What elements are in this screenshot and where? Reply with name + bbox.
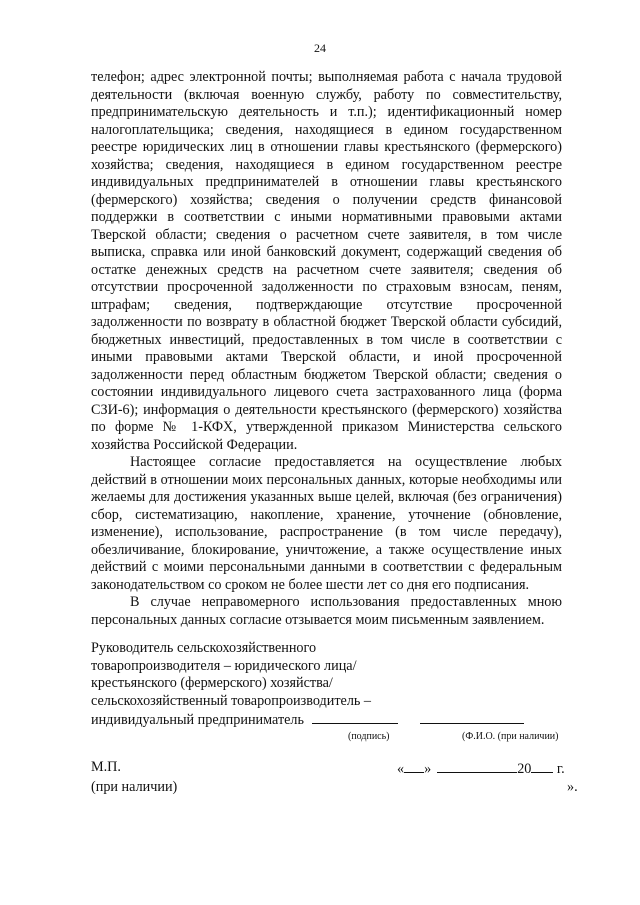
page-number: 24 (314, 41, 326, 55)
seal-label: М.П. (91, 759, 121, 775)
date-day-field[interactable] (404, 760, 424, 773)
seal-note: (при наличии) (91, 779, 178, 795)
date-century: 20 (517, 761, 532, 777)
date-month-field[interactable] (437, 760, 517, 773)
signature-block (91, 640, 571, 730)
date-line (397, 760, 565, 778)
signer-title-line: крестьянского (фермерского) хозяйства/ (91, 675, 333, 691)
paragraph-revocation: В случае неправомерного использования предоставленных мною персональных данных согласие отзывается моим письменным заявлением. (91, 594, 562, 628)
paragraph-consent-scope: Настоящее согласие предоставляется на осуществление любых действий в отношении моих персональных данных, которые необходимы или желаемы для достижения указанных выше целей, включая (без ограничения) сбор, систематизацию, накопление, хранение, уточнение (обновление, изменение), использование, распространение (в том числе передачу), обезличивание, блокирование, уничтожение, а также осуществление иных действий с моими персональными данными в соответствии с федеральным законодательством со сроком не более шести лет со дня его подписания. (91, 454, 562, 593)
full-name-caption: (Ф.И.О. (при наличии) (462, 731, 559, 742)
signer-title-line: Руководитель сельскохозяйственного (91, 640, 317, 656)
signer-title-text: индивидуальный предприниматель (91, 712, 304, 728)
paragraph-data-list: телефон; адрес электронной почты; выполняемая работа с начала трудовой деятельности (включая военную службу, работу по совместительству, предпринимательскую деятельность и т.п.); идентификационный номер налогоплательщика; сведения, находящиеся в едином государственном реестре юридических лиц в отношении главы крестьянского (фермерского) хозяйства; сведения, находящиеся в едином государственном реестре индивидуальных предпринимателей в отношении главы крестьянского (фермерского) хозяйства; сведения о получении средств финансовой поддержки в соответствии с иными нормативными правовыми актами Тверской области; сведения о расчетном счете заявителя, в том числе выписка, справка или иной банковский документ, содержащий сведения об остатке денежных средств на расчетном счете заявителя; сведения об отсутствии просроченной задолженности по страховым взносам, пеням, штрафам; сведения, подтверждающие отсутствие просроченной задолженности по возврату в областной бюджет Тверской области субсидий, бюджетных инвестиций, предоставленных в том числе в соответствии с иными правовыми актами Тверской области, и иной просроченной задолженности перед областным бюджетом Тверской области; сведения о состоянии индивидуального лицевого счета застрахованного лица (форма СЗИ-6); информация о деятельности крестьянского (фермерского) хозяйства по форме № 1-КФХ, утвержденной приказом Министерства сельского хозяйства Российской Федерации. (91, 69, 562, 453)
date-close-quote: » (424, 761, 432, 777)
signature-field[interactable] (312, 710, 398, 724)
signature-caption: (подпись) (348, 731, 390, 742)
date-open-quote: « (397, 761, 405, 777)
signer-title-line: сельскохозяйственный товаропроизводитель – (91, 692, 372, 709)
consent-body (91, 69, 562, 629)
signer-title-line: товаропроизводителя – юридического лица/ (91, 657, 357, 674)
date-year-suffix: г. (556, 761, 565, 777)
date-year-field[interactable] (531, 760, 553, 773)
signer-title-line-last (91, 710, 571, 730)
date-end-mark: ». (567, 779, 578, 795)
full-name-field[interactable] (420, 710, 524, 724)
